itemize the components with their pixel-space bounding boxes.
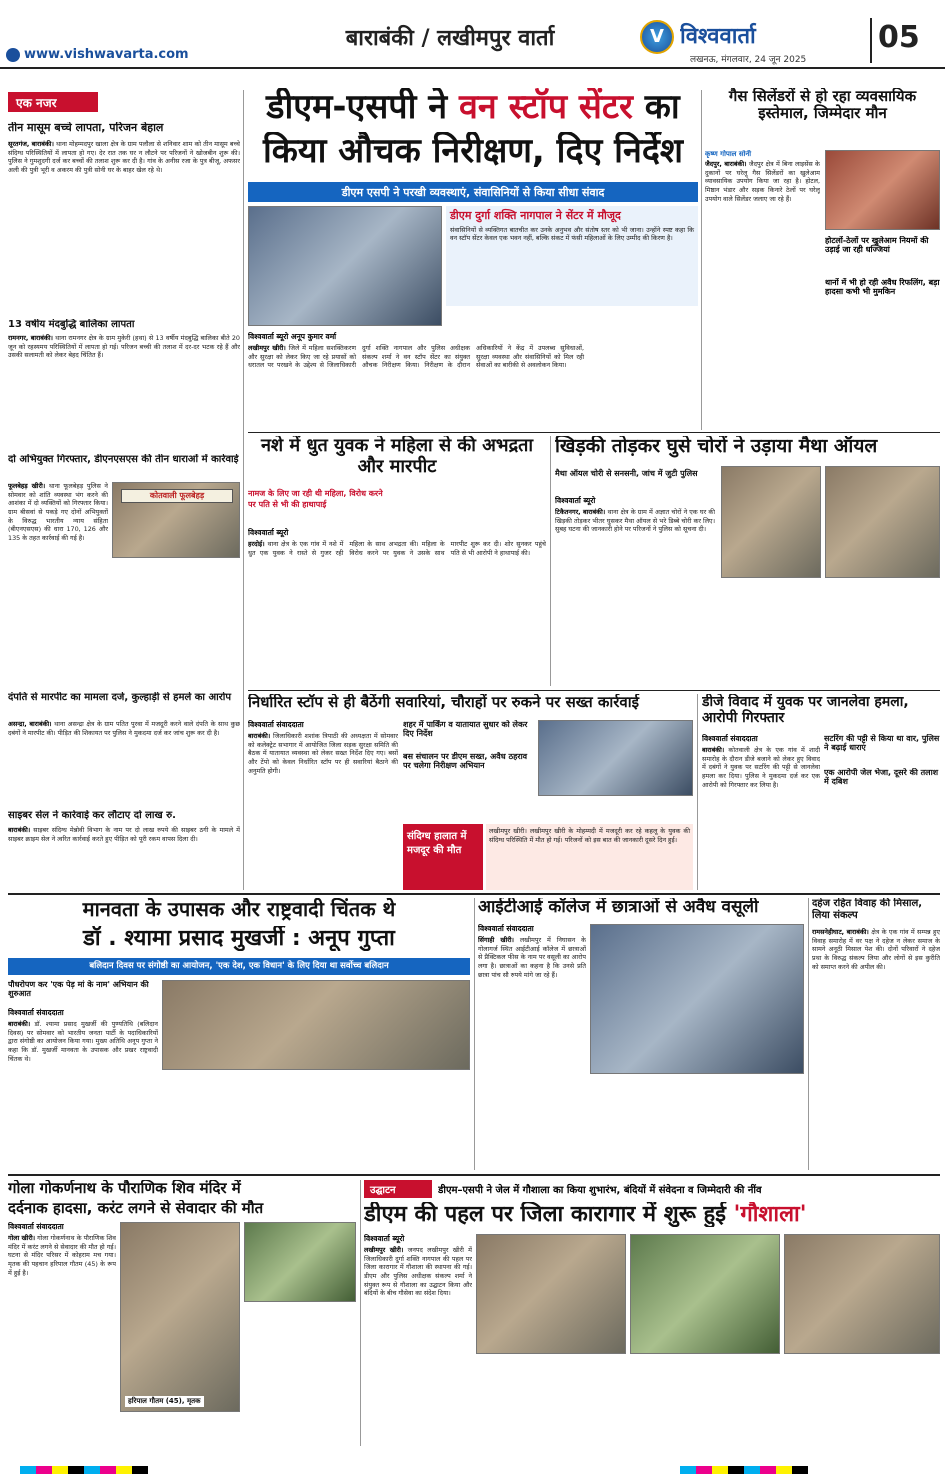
- lead-highlight-box: [446, 206, 698, 306]
- dj-body: बाराबंकी। कोतवाली क्षेत्र के एक गांव में शादी समारोह के दौरान डीजे बजाने को लेकर हुए विवाद में दबंगों ने युवक पर सटरिंग की पट्टी से जानलेवा हमला कर दिया। पुलिस ने मुकदमा दर्ज कर एक आरोपी को गिरफ्तार कर लिया है।: [702, 746, 820, 789]
- callout-body: लखीमपुर खीरी। लखीमपुर खीरी के मोहम्मदी में मजदूरी कर रहे कहलू के युवक की संदिग्ध परिस्थिति में मौत हो गई। परिजनों को इस बात की जानकारी दूसरे दिन हुई।: [486, 824, 693, 890]
- lead-box-body: संवासिनियों से व्यक्तिगत बातचीत कर उनके अनुभव और संतोष स्तर को भी जाना। उन्होंने स्पष्ट कहा कि वन स्टॉप सेंटर केवल एक भवन नहीं, बल्कि संकट में फंसी महिलाओं के लिए उम्मीद की किरण है।: [450, 225, 694, 243]
- theft-body: टिकैतनगर, बाराबंकी। थाना क्षेत्र के ग्राम में अज्ञात चोरों ने एक घर की खिड़की तोड़कर भीतर घुसकर मैथा ऑयल से भरे डिब्बे चोरी कर लिए। सुबह घटना की जानकारी होने पर परिजनों ने पुलिस को सूचना दी।: [555, 508, 715, 534]
- lead-story: [248, 88, 698, 428]
- drunk-assault-story: [248, 436, 546, 686]
- meeting-photo: [538, 720, 693, 796]
- seminar-photo: [162, 980, 470, 1070]
- dj-headline: डीजे विवाद में युवक पर जानलेवा हमला, आरोपी गिरफ्तार: [702, 694, 909, 727]
- edition-date: लखनऊ, मंगलवार, 24 जून 2025: [690, 55, 807, 65]
- jail-body: लखीमपुर खीरी। जनपद लखीमपुर खीरी में जिलाधिकारी दुर्गा शक्ति नागपाल की पहल पर जिला कारागार में गौशाला की स्थापना की गई। डीएम और पुलिस अधीक्षक संकल्प शर्मा ने संयुक्त रूप से गौशाला का उद्घाटन किया और बंदियों के बीच गौसेवा का संदेश दिया।: [364, 1246, 472, 1298]
- gola-byline: विश्ववार्ता संवाददाता: [8, 1222, 64, 1231]
- story-missing-girl-body: रामनगर, बाराबंकी। थाना रामनगर क्षेत्र के ग्राम मुकेरी (हथा) से 13 वर्षीय मंदबुद्धि बालिका बीते 20 जून को रहस्यमय परिस्थितियों में लापता हो गई। परिजन बच्ची की तलाश में दर-दर भटक रहे हैं और उसकी सलामती को लेकर बेहद चिंतित हैं।: [8, 334, 240, 360]
- iti-body: सिंगाही खीरी। लखीमपुर में निघासन के गोलागर्ज स्थित आईटीआई कॉलेज में छात्राओं से प्रैक्टिकल फीस के नाम पर वसूली का आरोप लगा है। छात्राओं का कहना है कि उनसे प्रति छात्रा पांच सौ रुपये मांगे जा रहे हैं।: [478, 936, 586, 979]
- iti-byline: विश्ववार्ता संवाददाता: [478, 924, 534, 933]
- ek-nazar-column: [8, 92, 240, 887]
- mukherjee-headline-2: डॉ . श्यामा प्रसाद मुखर्जी : अनूप गुप्ता: [83, 926, 395, 951]
- gas-bullet-2: थानों में भी हो रही अवैध रिफलिंग, बड़ा हादसा कभी भी मुमकिन: [825, 278, 940, 297]
- dj-bullet-1: सटरिंग की पट्टी से किया था वार, पुलिस ने बढ़ाई धाराएं: [824, 734, 940, 753]
- dowry-headline: दहेज रहित विवाह की मिसाल, लिया संकल्प: [812, 898, 923, 921]
- story-assault-headline: दंपति से मारपीट का मामला दर्ज, कुल्हाड़ी से हमले का आरोप: [8, 692, 232, 703]
- broken-window-photo: [721, 466, 821, 578]
- gas-bullet-1: होटलों-ठेलों पर खुलेआम नियमों की उड़ाई जा रही धज्जियां: [825, 236, 929, 255]
- story-missing-girl-headline: 13 वर्षीय मंदबुद्धि बालिका लापता: [8, 319, 135, 330]
- story-missing-kids-headline: तीन मासूम बच्चे लापता, परिजन बेहाल: [8, 122, 164, 134]
- brand-logo-icon: V: [640, 20, 674, 54]
- page-number: 05: [878, 20, 920, 55]
- jail-kicker: डीएम–एसपी ने जेल में गौशाला का किया शुभारंभ, बंदियों में संवेदना व जिम्मेदारी की नींव: [438, 1185, 762, 1196]
- drunk-body: हरदोई। थाना क्षेत्र के एक गांव में नशे में धुत एक युवक ने रास्ते से गुजर रही महिला के साथ अभद्रता की। महिला के विरोध करने पर युवक ने उसके साथ मारपीट शुरू कर दी। शोर सुनकर पहुंचे पति से भी आरोपी ने हाथापाई की।: [248, 540, 546, 557]
- brand-name: विश्ववार्ता: [680, 24, 756, 49]
- mukherjee-body: बाराबंकी। डॉ. श्यामा प्रसाद मुखर्जी की पुण्यतिथि (बलिदान दिवस) पर सोमवार को भारतीय जनता पार्टी के पदाधिकारियों द्वारा संगोष्ठी का आयोजन किया गया। मुख्य अतिथि अनूप गुप्ता ने कहा कि डॉ. मुखर्जी मानवता के उपासक और प्रखर राष्ट्रवादी चिंतक थे।: [8, 1020, 158, 1063]
- theft-headline: खिड़की तोड़कर घुसे चोरों ने उड़ाया मैथा ऑयल: [555, 436, 878, 457]
- theft-scene-photo: [825, 466, 940, 578]
- gaushala-photo-2: [630, 1234, 780, 1354]
- registration-bar-left: [20, 1466, 148, 1474]
- masthead: [0, 0, 945, 70]
- mukherjee-bullet: पौधरोपण कर 'एक पेड़ मां के नाम' अभियान की शुरुआत: [8, 980, 149, 999]
- gola-headline-1: गोला गोकर्णनाथ के पौराणिक शिव मंदिर में: [8, 1180, 241, 1197]
- story-arrest-headline: दो अभियुक्त गिरफ्तार, डीएनएसएस की तीन धाराओं में कार्रवाई: [8, 454, 239, 465]
- worker-death-callout: [403, 824, 483, 890]
- temple-photo: [244, 1222, 356, 1302]
- gas-cylinders-photo: [825, 150, 940, 230]
- gola-story: [8, 1180, 356, 1446]
- dowry-body: रामसनेहीघाट, बाराबंकी। क्षेत्र के एक गांव में सम्पन्न हुए विवाह समारोह में वर पक्ष ने दहेज न लेकर समाज के सामने अनूठी मिसाल पेश की। दोनों परिवारों ने दहेज प्रथा के विरुद्ध संकल्प लिया और लोगों से इस कुरीति को समाप्त करने की अपील की।: [812, 928, 940, 971]
- gas-headline: गैस सिलेंडरों से हो रहा व्यवसायिक इस्तेमाल, जिम्मेदार मौन: [728, 88, 917, 123]
- stops-headline: निर्धारित स्टॉप से ही बैठेंगी सवारियां, चौराहों पर रुकने पर सख्त कार्रवाई: [248, 694, 640, 711]
- story-cyber-headline: साइबर सेल ने कार्रवाई कर लौटाए दो लाख रु.: [8, 810, 176, 821]
- stops-bullet-2: बस संचालन पर डीएम सख्त, अवैध ठहराव पर चलेगा निरीक्षण अभियान: [403, 752, 528, 771]
- stops-byline: विश्ववार्ता संवाददाता: [248, 720, 304, 729]
- story-arrest-body: फूलबेहड़ खीरी। थाना फूलबेहड़ पुलिस ने सोमवार को शांति व्यवस्था भंग करने की आशंका में दो व्यक्तियों को गिरफ्तार किया। ग्राम बीसवां से पकड़े गए दोनों अभियुक्तों के विरुद्ध भारतीय न्याय संहिता (बीएनएसएस) की धारा 170, 126 और 135 के तहत कार्रवाई की गई है।: [8, 482, 108, 542]
- mukherjee-byline: विश्ववार्ता संवाददाता: [8, 1008, 64, 1017]
- stops-body: बाराबंकी। जिलाधिकारी शशांक त्रिपाठी की अध्यक्षता में सोमवार को कलेक्ट्रेट सभागार में आयोजित जिला सड़क सुरक्षा समिति की बैठक में यातायात व्यवस्था को लेकर सख्त निर्देश दिए गए। बसों और टेंपो को केवल निर्धारित स्टॉप पर ही सवारियां बैठाने की अनुमति होगी।: [248, 732, 398, 775]
- police-station-photo: [112, 482, 240, 558]
- theft-story: [555, 436, 940, 686]
- jail-headline: डीएम की पहल पर जिला कारागार में शुरू हुई 'गौशाला': [364, 1202, 807, 1227]
- gas-story: [705, 88, 940, 428]
- mukherjee-banner: बलिदान दिवस पर संगोष्ठी का आयोजन, 'एक देश, एक विधान' के लिए दिया था सर्वोच्च बलिदान: [8, 958, 470, 975]
- lead-box-headline: डीएम दुर्गा शक्ति नागपाल ने सेंटर में मौजूद: [450, 209, 621, 222]
- lead-body: लखीमपुर खीरी। जिले में महिला सशक्तिकरण और सुरक्षा को लेकर किए जा रहे प्रयासों को धरातल पर परखने के उद्देश्य से जिलाधिकारी दुर्गा शक्ति नागपाल और पुलिस अधीक्षक संकल्प शर्मा ने वन स्टॉप सेंटर का संयुक्त औचक निरीक्षण किया। निरीक्षण के दौरान अधिकारियों ने केंद्र में उपलब्ध सुविधाओं, सुरक्षा व्यवस्था और संवासिनियों को मिल रही सेवाओं का बारीकी से अवलोकन किया।: [248, 344, 584, 370]
- gas-byline: कृष्ण गोपाल सोनी: [705, 150, 752, 158]
- victim-photo: [120, 1222, 240, 1412]
- lead-byline: विश्ववार्ता ब्यूरो अनूप कुमार वर्मा: [248, 332, 337, 341]
- gola-headline-2: दर्दनाक हादसा, करंट लगने से सेवादार की मौत: [8, 1200, 264, 1217]
- theft-body-cont: [721, 582, 940, 680]
- iti-headline: आईटीआई कॉलेज में छात्राओं से अवैध वसूली: [478, 898, 759, 917]
- dj-bullet-2: एक आरोपी जेल भेजा, दूसरे की तलाश में दबिश: [824, 768, 939, 787]
- drunk-byline: विश्ववार्ता ब्यूरो: [248, 528, 289, 537]
- section-title: बाराबंकी / लखीमपुर वार्ता: [345, 25, 555, 51]
- registration-bar-right: [680, 1466, 808, 1474]
- gas-body: जैदपुर, बाराबंकी। जैदपुर क्षेत्र में बिना लाइसेंस के दुकानों पर घरेलू गैस सिलेंडरों का खुलेआम व्यावसायिक उपयोग किया जा रहा है। होटल, मिष्ठान भंडार और सड़क किनारे ठेलों पर घरेलू उपयोग वाले सिलेंडर जलाए जा रहे हैं।: [705, 160, 820, 203]
- gola-body-cont: [244, 1306, 356, 1446]
- gola-body: गोला खीरी। गोला गोकर्णनाथ के पौराणिक शिव मंदिर में करंट लगने से सेवादार की मौत हो गई। घटना से मंदिर परिसर में कोहराम मच गया। मृतक की पहचान हरिपाल गौतम (45) के रूप में हुई है।: [8, 1234, 116, 1277]
- ek-nazar-label: एक नजर: [8, 92, 98, 112]
- mukherjee-story: [8, 898, 470, 1170]
- lead-strap: डीएम एसपी ने परखी व्यवस्थाएं, संवासिनियों से किया सीधा संवाद: [248, 182, 698, 202]
- story-assault-body: असन्द्रा, बाराबंकी। थाना असन्द्रा क्षेत्र के ग्राम पतित पुरवा में मजदूरी करने वाले दंपति के साथ कुछ दबंगों ने मारपीट की। पीड़ित की शिकायत पर पुलिस ने मुकदमा दर्ज कर जांच शुरू कर दी है।: [8, 720, 240, 737]
- lead-headline-line2: किया औचक निरीक्षण, दिए निर्देश: [262, 132, 684, 171]
- mukherjee-body-cont: [162, 1074, 470, 1170]
- theft-bullet: मैथा ऑयल चोरी से सनसनी, जांच में जुटी पुलिस: [555, 469, 698, 478]
- drunk-headline: नशे में धुत युवक ने महिला से की अभद्रता और मारपीट: [260, 436, 534, 477]
- story-cyber-body: बाराबंकी। साइबर संदिग्ध मेन्नोवी विभाग के नाम पर दो लाख रुपये की साइबर ठगी के मामले में साइबर क्राइम सेल ने त्वरित कार्रवाई करते हुए पीड़ित को पूरी रकम वापस दिला दी।: [8, 826, 240, 843]
- iti-body-cont: [590, 1078, 804, 1170]
- gaushala-photo-3: [784, 1234, 940, 1354]
- jail-body-cont: [476, 1358, 940, 1446]
- lead-photo: [248, 206, 442, 326]
- mukherjee-headline-1: मानवता के उपासक और राष्ट्रवादी चिंतक थे: [82, 898, 396, 921]
- lead-headline-line1: डीएम-एसपी ने वन स्टॉप सेंटर का: [266, 88, 680, 127]
- dj-story: [702, 694, 940, 890]
- gaushala-photo-1: [476, 1234, 626, 1354]
- website-url[interactable]: www.vishwavarta.com: [24, 47, 189, 62]
- jail-byline: विश्ववार्ता ब्यूरो: [364, 1234, 405, 1243]
- jail-tag: उद्घाटन: [364, 1180, 432, 1198]
- drunk-bullet: नामज के लिए जा रही थी महिला, विरोध करने पर पति से भी की हाथापाई: [248, 489, 383, 509]
- stops-story: [248, 694, 693, 890]
- dowry-story: [812, 898, 940, 1170]
- globe-icon: [6, 48, 20, 62]
- stops-bullet-1: शहर में पार्किंग व यातायात सुधार को लेकर दिए निर्देश: [403, 720, 528, 739]
- callout-headline: संदिग्ध हालात में मजदूर की मौत: [407, 831, 467, 856]
- story-missing-kids-body: सूरतगंज, बाराबंकी। थाना मोहम्मदपुर खाला क्षेत्र के ग्राम पलौला से शनिवार शाम को तीन मासूम बच्चे संदिग्ध परिस्थितियों में लापता हो गए। देर रात तक घर न लौटने पर परिजनों ने खोजबीन शुरू की। पुलिस ने गुमशुदगी दर्ज कर बच्चों की तलाश शुरू कर दी है। गांव के अनीस रजा के पुत्र बीजू, अफसर अली की पुत्री भूरी व अकरम की पुत्री सोनी घर के बाहर खेल रहे थे।: [8, 140, 240, 174]
- iti-story: [478, 898, 804, 1170]
- dj-byline: विश्ववार्ता संवाददाता: [702, 734, 758, 743]
- victim-caption: हरिपाल गौतम (45), मृतक: [125, 1396, 204, 1407]
- theft-byline: विश्ववार्ता ब्यूरो: [555, 496, 596, 505]
- station-sign: कोतवाली फूलबेहड़: [121, 489, 233, 503]
- students-photo: [590, 924, 804, 1074]
- jail-story: [364, 1180, 940, 1446]
